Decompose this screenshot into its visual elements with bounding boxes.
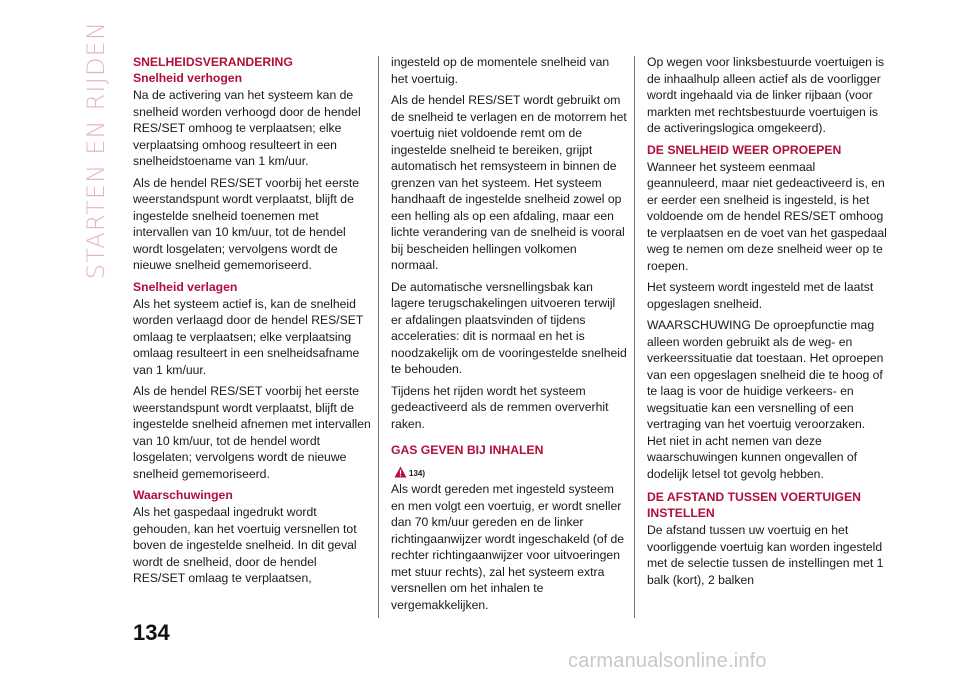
text-column-2: [391, 54, 627, 618]
paragraph: De automatische versnellingsbak kan lagere terugschakelingen uitvoeren terwijl er afdalingen plaatsvinden of tijdens acceleraties: dit is normaal en het is noodzakelijk om de vooringestelde snelheid te behouden.: [391, 279, 627, 376]
section-title-gas-geven-bij-inhalen: GAS GEVEN BIJ INHALEN: [391, 443, 544, 457]
warning-triangle-icon: [394, 466, 407, 478]
paragraph: Als de hendel RES/SET voorbij het eerste weerstandspunt wordt verplaatst, blijft de ingestelde snelheid afnemen met intervallen van 10 km/uur, tot de hendel wordt losgelaten; vervolgens wordt de nieuwe snelheid gememoriseerd.: [133, 384, 371, 481]
watermark: carmanualsonline.info: [568, 650, 767, 672]
column-divider: [378, 56, 379, 618]
paragraph: Op wegen voor linksbestuurde voertuigen is de inhaalhulp alleen actief als de voorligger wordt ingehaald via de linker rijbaan (voor markten met rechtsbestuurde voertuigen is de activeringslogica omgekeerd).: [647, 55, 885, 135]
section-title-snelheidsverandering: SNELHEIDSVERANDERING: [133, 55, 293, 69]
paragraph: Als wordt gereden met ingesteld systeem en men volgt een voertuig, er wordt sneller dan 70 km/uur gereden en de linker richtingaanwijzer wordt ingeschakeld (of de rechter richtingaanwijzer voor uitvoeringen met stuur rechts), zal het systeem extra versnellen om het inhalen te vergemakkelijken.: [391, 482, 625, 612]
paragraph: Het systeem wordt ingesteld met de laatst opgeslagen snelheid.: [647, 280, 874, 311]
subheading-waarschuwingen: Waarschuwingen: [133, 488, 233, 502]
chapter-side-tab-label: STARTEN EN RIJDEN: [82, 20, 110, 280]
paragraph: Wanneer het systeem eenmaal geannuleerd, maar niet gedeactiveerd is, en er eerder een snelheid is ingesteld, is het voldoende om de hendel RES/SET omhoog te verplaatsen en de voet van het gaspedaal weg te nemen om deze snelheid weer op te roepen.: [647, 159, 887, 273]
paragraph: ingesteld op de momentele snelheid van het voertuig.: [391, 55, 610, 86]
paragraph: Als de hendel RES/SET wordt gebruikt om de snelheid te verlagen en de motorrem het voertuig niet voldoende remt om de ingestelde snelheid te bereiken, grijpt automatisch het remsysteem in binnen de grenzen van het systeem. Het systeem handhaaft de ingestelde snelheid zowel op een helling als op een afdaling, maar een lichte verandering van de snelheid is vooral bij bescheiden hellingen volkomen normaal.: [391, 93, 627, 272]
paragraph: Als het systeem actief is, kan de snelheid worden verlaagd door de hendel RES/SET omlaag te verplaatsen; elke verplaatsing omlaag resulteert in een snelheidsafname van 1 km/uur.: [133, 296, 364, 377]
warning-paragraph: WAARSCHUWING De oproepfunctie mag alleen worden gebruikt als de weg- en verkeerssituatie dat toestaan. Het oproepen van een opgeslagen snelheid die te hoog of te laag is voor de huidige verkeers- en wegsituatie kan een versnelling of een vertraging van het voertuig veroorzaken. Het niet in acht nemen van deze waarschuwingen kunnen ongevallen of dodelijk letsel tot gevolg hebben.: [647, 318, 884, 481]
paragraph: Als het gaspedaal ingedrukt wordt gehouden, kan het voertuig versnellen tot boven de ingestelde snelheid. In dit geval wordt de snelheid, door de hendel RES/SET omlaag te verplaatsen,: [133, 505, 357, 585]
chapter-side-tab: [79, 20, 113, 280]
text-column-3: [647, 54, 887, 593]
text-column-1: [133, 54, 371, 592]
paragraph: Na de activering van het systeem kan de snelheid worden verhoogd door de hendel RES/SET omhoog te verplaatsen; elke verplaatsing omhoog resulteert in een snelheidstoename van 1 km/uur.: [133, 88, 361, 168]
warning-reference: [394, 462, 627, 478]
paragraph: Als de hendel RES/SET voorbij het eerste weerstandspunt wordt verplaatst, blijft de ingestelde snelheid toenemen met intervallen van 10 km/uur, tot de hendel wordt losgelaten; vervolgens wordt de nieuwe snelheid gememoriseerd.: [133, 175, 360, 272]
subheading-snelheid-verlagen: Snelheid verlagen: [133, 279, 238, 294]
paragraph: De afstand tussen uw voertuig en het voorliggende voertuig kan worden ingesteld met de selectie tussen de instellingen met 1 balk (kort), 2 balken: [647, 523, 884, 587]
subheading-snelheid-verhogen: Snelheid verhogen: [133, 71, 243, 85]
column-divider: [634, 56, 635, 618]
section-title-snelheid-weer-oproepen: DE SNELHEID WEER OPROEPEN: [647, 142, 842, 157]
paragraph: Tijdens het rijden wordt het systeem gedeactiveerd als de remmen oververhit raken.: [391, 383, 609, 431]
page-number: 134: [133, 620, 170, 645]
section-title-afstand-instellen: DE AFSTAND TUSSEN VOERTUIGEN INSTELLEN: [647, 490, 861, 520]
warning-reference-number: 134): [409, 469, 426, 478]
